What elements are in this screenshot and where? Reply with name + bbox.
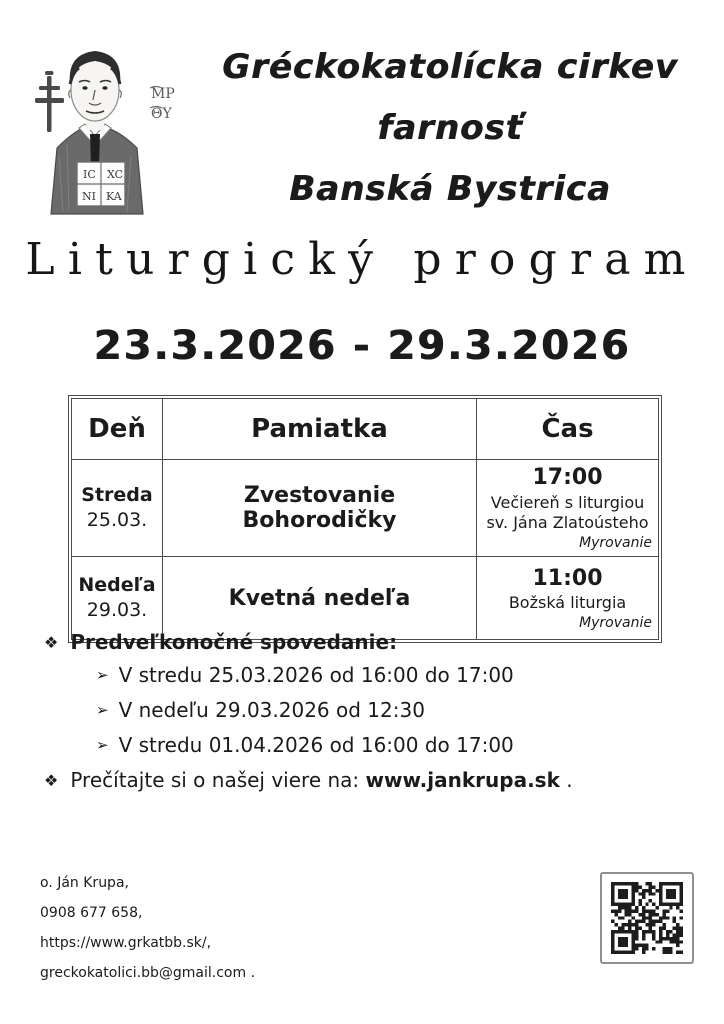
- date-range: 23.3.2026 - 29.3.2026: [93, 323, 631, 369]
- confession-time-text: V stredu 01.04.2026 od 16:00 do 17:00: [118, 733, 514, 757]
- diamond-bullet-icon: ❖: [44, 771, 59, 790]
- arrow-bullet-icon: ➢: [96, 666, 109, 684]
- column-header-day: Deň: [72, 399, 163, 460]
- day-cell: [72, 557, 163, 640]
- day-name: Nedeľa: [78, 573, 156, 596]
- faith-website: www.jankrupa.sk: [365, 768, 560, 792]
- byzantine-cross-icon: [35, 71, 64, 132]
- qr-code: [611, 882, 683, 954]
- day-date: 25.03.: [86, 509, 148, 532]
- arrow-bullet-icon: ➢: [96, 736, 109, 754]
- contact-email: greckokatolici.bb@gmail.com .: [40, 965, 256, 981]
- day-cell: [72, 460, 163, 557]
- service-name: Večiereň s liturgiou sv. Jána Zlatoústeho: [486, 492, 649, 533]
- confession-time-item: [96, 698, 684, 722]
- day-date: 29.03.: [86, 599, 148, 622]
- day-name: Streda: [81, 483, 153, 506]
- parish-title-block: [200, 47, 700, 233]
- contact-phone: 0908 677 658,: [40, 905, 143, 921]
- faith-info-text: [70, 768, 572, 792]
- table-header-row: [72, 399, 659, 460]
- title-church: Gréckokatolícka cirkev: [222, 47, 678, 87]
- icon-book: [77, 162, 125, 206]
- column-header-time: Čas: [477, 399, 659, 460]
- program-title: Liturgický program: [25, 234, 699, 285]
- faith-info-row: [44, 768, 684, 792]
- contact-name: o. Ján Krupa,: [40, 875, 129, 891]
- time-cell: [477, 557, 659, 640]
- confession-time-text: V nedeľu 29.03.2026 od 12:30: [118, 698, 425, 722]
- contact-block: [40, 868, 255, 988]
- table-row: [72, 557, 659, 640]
- mp-abbr-top: MP: [151, 86, 175, 102]
- priest-portrait-sketch: [33, 44, 205, 216]
- book-letter-xc: XC: [107, 168, 124, 181]
- announcements-section: [44, 630, 684, 801]
- confession-heading: Predveľkonočné spovedanie:: [70, 630, 398, 654]
- feast-cell: Zvestovanie Bohorodičky: [162, 460, 476, 557]
- contact-website: https://www.grkatbb.sk/,: [40, 935, 212, 951]
- service-time: 17:00: [532, 465, 603, 490]
- service-note: Myrovanie: [579, 614, 652, 631]
- confession-time-item: [96, 733, 684, 757]
- schedule-table-frame: [68, 395, 662, 643]
- time-cell: [477, 460, 659, 557]
- service-time: 11:00: [532, 565, 603, 591]
- table-row: [72, 460, 659, 557]
- faith-suffix: .: [559, 768, 573, 792]
- diamond-bullet-icon: ❖: [44, 633, 59, 652]
- book-letter-ic: IC: [83, 168, 96, 181]
- book-letter-ni: NI: [82, 190, 96, 203]
- qr-code-frame: [600, 872, 694, 964]
- service-note: Myrovanie: [579, 535, 652, 552]
- schedule-table: [71, 398, 659, 640]
- confession-heading-row: [44, 630, 684, 654]
- service-name: Božská liturgia: [508, 593, 627, 613]
- column-header-feast: Pamiatka: [162, 399, 476, 460]
- faith-prefix: Prečítajte si o našej viere na:: [70, 768, 366, 792]
- title-parish: farnosť: [377, 108, 523, 148]
- confession-time-text: V stredu 25.03.2026 od 16:00 do 17:00: [118, 663, 514, 687]
- title-city: Banská Bystrica: [289, 169, 611, 209]
- feast-cell: Kvetná nedeľa: [162, 557, 476, 640]
- confession-time-item: [96, 663, 684, 687]
- book-letter-ka: KA: [106, 190, 122, 203]
- arrow-bullet-icon: ➢: [96, 701, 109, 719]
- mp-abbr-bottom: ΘY: [151, 106, 172, 122]
